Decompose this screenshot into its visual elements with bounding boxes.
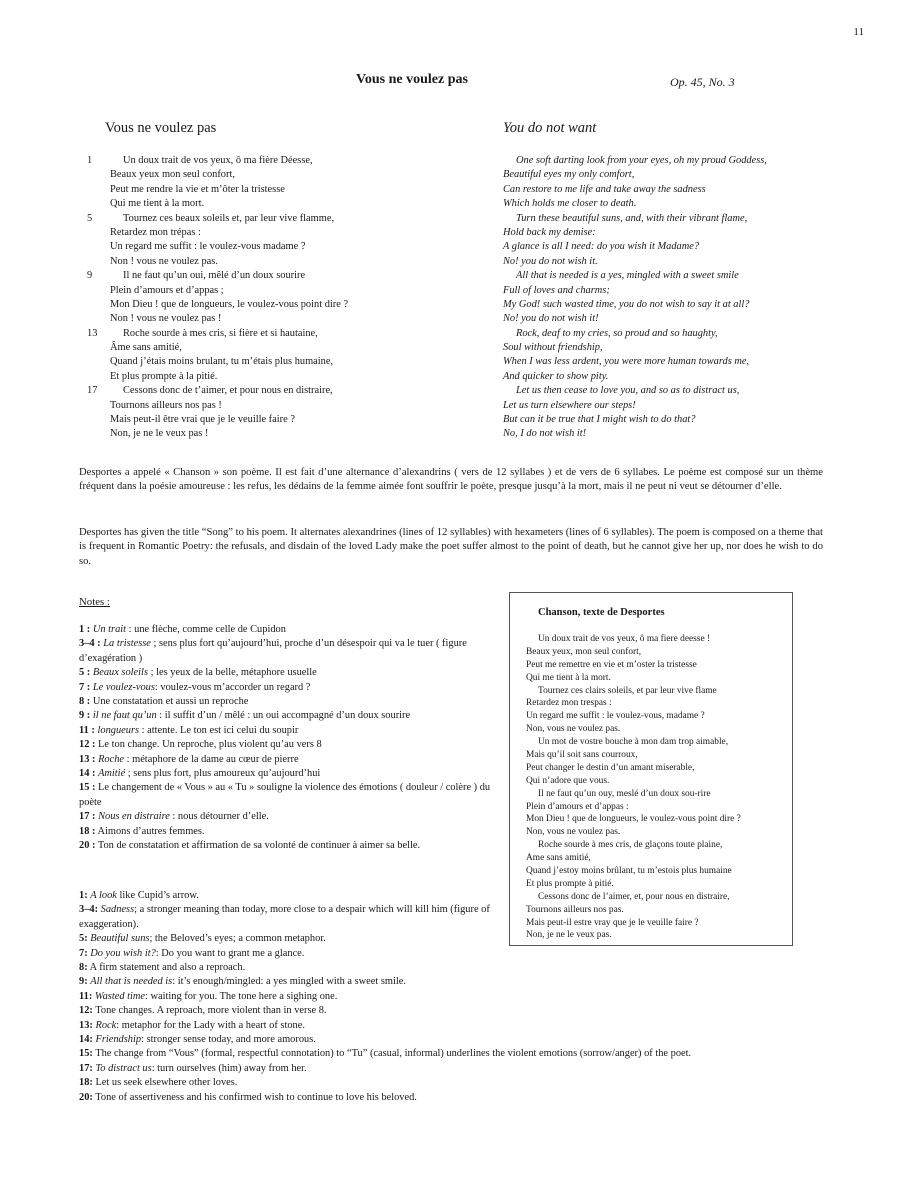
poem-line: Mon Dieu ! que de longueurs, le voulez-vous point dire ? xyxy=(110,298,349,310)
poem-line: Âme sans amitié, xyxy=(110,342,182,354)
note-item: 13 : Roche : métaphore de la dame au cœur de pierre xyxy=(79,753,299,765)
poem-line: Let us then cease to love you, and so as to distract us, xyxy=(516,385,740,397)
poem-line: Il ne faut qu’un ouy, meslé d’un doux sou-rire xyxy=(538,788,711,799)
note-item: 14: Friendship: stronger sense today, and more amorous. xyxy=(79,1034,316,1046)
note-item: 8 : Une constatation et aussi un reproche xyxy=(79,696,249,708)
note-item: 12 : Le ton change. Un reproche, plus violent qu’au vers 8 xyxy=(79,739,322,751)
poem-line: Tournez ces beaux soleils et, par leur vive flamme, xyxy=(123,212,335,224)
poem-line: Tournez ces clairs soleils, et par leur vive flame xyxy=(538,685,717,696)
poem-line: Soul without friendship, xyxy=(503,342,603,354)
poem-line: Mon Dieu ! que de longueurs, le voulez-vous point dire ? xyxy=(526,814,741,825)
poem-line: Qui me tient à la mort. xyxy=(110,198,205,210)
poem-line: Tournons ailleurs nos pas ! xyxy=(110,399,222,411)
note-item: 5: Beautiful suns; the Beloved’s eyes; a common metaphor. xyxy=(79,933,326,945)
note-item: 15: The change from “Vous” (formal, respectful connotation) to “Tu” (casual, informal) underlines the violent emotions (sorrow/anger) of the poet. xyxy=(79,1048,692,1060)
opus-number: Op. 45, No. 3 xyxy=(670,75,735,89)
poem-line: All that is needed is a yes, mingled with a sweet smile xyxy=(516,270,739,282)
poem-line: Et plus prompte à pitié. xyxy=(526,878,614,889)
verse-number: 13 xyxy=(87,327,98,339)
notes-english xyxy=(79,889,824,1105)
poem-line: Non ! vous ne voulez pas. xyxy=(110,255,218,267)
note-item: 5 : Beaux soleils ; les yeux de la belle, métaphore usuelle xyxy=(79,667,317,679)
poem-line: Plein d’amours et d’appas : xyxy=(526,801,629,812)
poem-line: Non, je ne le veux pas. xyxy=(526,930,612,941)
poem-line: One soft darting look from your eyes, oh my proud Goddess, xyxy=(516,155,767,166)
note-item: 1: A look like Cupid’s arrow. xyxy=(79,890,199,901)
note-item: 15 : Le changement de « Vous » au « Tu » souligne la violence des émotions ( douleur / colère ) du poète xyxy=(79,782,491,808)
note-item: 3–4 : La tristesse ; sens plus fort qu’aujourd’hui, proche d’un désespoir qui va le tuer ( figure d’exagération ) xyxy=(79,638,467,664)
poem-line: Beaux yeux, mon seul confort, xyxy=(526,646,642,657)
poem-line: Qui n’adore que vous. xyxy=(526,775,610,786)
poem-line: Un regard me suffit : le voulez-vous madame ? xyxy=(110,241,306,253)
poem-line: Non, je ne le veux pas ! xyxy=(110,428,209,440)
verse-number: 5 xyxy=(87,212,93,224)
poem-line: Cessons donc de l’aimer, et, pour nous en distraire, xyxy=(538,891,730,902)
note-item: 13: Rock: metaphor for the Lady with a heart of stone. xyxy=(79,1019,305,1031)
poem-line: Quand j’étais moins brulant, tu m’étais plus humaine, xyxy=(110,356,334,368)
english-heading: You do not want xyxy=(503,120,597,136)
original-text-title: Chanson, texte de Desportes xyxy=(538,607,665,618)
poem-line: Mais peut-il estre vray que je le veuille faire ? xyxy=(526,917,699,928)
poem-line: Hold back my demise: xyxy=(503,226,596,238)
verse-number: 1 xyxy=(87,155,93,166)
note-item: 9: All that is needed is: it’s enough/mingled: a yes mingled with a sweet smile. xyxy=(79,976,406,988)
poem-line: Et plus prompte à la pitié. xyxy=(110,370,218,382)
note-item: 8: A firm statement and also a reproach. xyxy=(79,962,246,974)
note-item: 17: To distract us: turn ourselves (him) away from her. xyxy=(79,1062,307,1074)
poem-line: No! you do not wish it! xyxy=(503,313,599,325)
poem-line: Roche sourde à mes cris, si fière et si hautaine, xyxy=(123,327,318,339)
poem-line: Tournons ailleurs nos pas. xyxy=(526,904,624,915)
note-item: 1 : Un trait : une flèche, comme celle de Cupidon xyxy=(79,624,286,635)
poem-line: But can it be true that I might wish to do that? xyxy=(503,414,696,426)
poem-line: Can restore to me life and take away the sadness xyxy=(503,183,706,195)
song-title: Vous ne voulez pas xyxy=(356,72,468,87)
verse-number: 17 xyxy=(87,385,98,397)
verse-numbers xyxy=(87,154,97,399)
french-heading: Vous ne voulez pas xyxy=(105,120,217,136)
note-item: 11: Wasted time: waiting for you. The tone here a sighing one. xyxy=(79,990,338,1002)
poem-line: Un regard me suffit : le voulez-vous, madame ? xyxy=(526,711,705,722)
english-poem xyxy=(503,154,767,442)
commentary-english: Desportes has given the title “Song” to his poem. It alternates alexandrines (lines of 12 syllables) with hexameters (lines of 6 syllables). The poem is composed on a theme that is frequent in Romantic Poetry: the refusals, and disdain of the loved Lady make the poet suffer almost to the point of death, but he cannot give her up, nor does he wish to do so. xyxy=(79,527,823,567)
note-item: 9 : il ne faut qu’un : il suffit d’un / mêlé : un oui accompagné d’un doux sourire xyxy=(79,710,411,722)
poem-line: Beaux yeux mon seul confort, xyxy=(110,169,235,181)
verse-number: 9 xyxy=(87,270,93,282)
french-poem xyxy=(110,154,348,442)
note-item: 14 : Amitié ; sens plus fort, plus amoureux qu’aujourd’hui xyxy=(79,768,321,780)
poem-line: And quicker to show pity. xyxy=(503,370,609,382)
note-item: 17 : Nous en distraire : nous détourner d’elle. xyxy=(79,811,269,823)
note-item: 7 : Le voulez-vous: voulez-vous m’accorder un regard ? xyxy=(79,681,311,693)
poem-line: Un doux trait de vos yeux, ô ma fière Déesse, xyxy=(123,155,313,166)
poem-line: Retardez mon trespas : xyxy=(526,698,612,709)
poem-line: When I was less ardent, you were more human towards me, xyxy=(503,356,750,368)
poem-line: Peut me remettre en vie et m’oster la tristesse xyxy=(526,659,697,670)
note-item: 12: Tone changes. A reproach, more violent than in verse 8. xyxy=(79,1005,327,1017)
notes-french xyxy=(79,623,499,854)
poem-line: No, I do not wish it! xyxy=(503,428,587,440)
note-item: 11 : longueurs : attente. Le ton est ici celui du soupir xyxy=(79,724,299,736)
poem-line: Mais qu’il soit sans courroux, xyxy=(526,750,638,761)
note-item: 18 : Aimons d’autres femmes. xyxy=(79,825,205,837)
notes-heading: Notes : xyxy=(79,596,110,608)
poem-line: Turn these beautiful suns, and, with their vibrant flame, xyxy=(516,212,748,224)
commentary-french: Desportes a appelé « Chanson » son poème. Il est fait d’une alternance d’alexandrins ( vers de 12 syllabes ) et de vers de 6 syllabes. Le poème est composé sur un thème fréquent dans la poésie amoureuse : les refus, les dédains de la femme aimée font souffrir le poète, presque jusqu’à la mort, mais il ne peut ni veut se détourner d’elle. xyxy=(79,467,823,493)
poem-line: Non ! vous ne voulez pas ! xyxy=(110,313,222,325)
poem-line: Qui me tient à la mort. xyxy=(526,672,611,683)
poem-line: Beautiful eyes my only comfort, xyxy=(503,169,635,181)
poem-line: Mais peut-il être vrai que je le veuille faire ? xyxy=(110,414,295,426)
note-item: 3–4: Sadness; a stronger meaning than today, more close to a despair which will kill him (figure of exaggeration). xyxy=(79,904,490,930)
poem-line: Plein d’amours et d’appas ; xyxy=(110,284,224,296)
poem-line: Let us turn elsewhere our steps! xyxy=(503,399,636,411)
poem-line: A glance is all I need: do you wish it Madame? xyxy=(503,241,700,253)
poem-line: Peut me rendre la vie et m’ôter la tristesse xyxy=(110,183,285,195)
note-item: 20: Tone of assertiveness and his confirmed wish to continue to love his beloved. xyxy=(79,1091,417,1103)
poem-line: Rock, deaf to my cries, so proud and so haughty, xyxy=(516,327,718,339)
note-item: 7: Do you wish it?: Do you want to grant me a glance. xyxy=(79,947,305,959)
poem-line: Non, vous ne voulez pas. xyxy=(526,724,621,735)
poem-line: Retardez mon trépas : xyxy=(110,226,201,238)
poem-line: Quand j’estoy moins brûlant, tu m’estois plus humaine xyxy=(526,866,732,877)
poem-line: Cessons donc de t’aimer, et pour nous en distraire, xyxy=(123,385,333,397)
poem-line: My God! such wasted time, you do not wish to say it at all? xyxy=(503,298,750,310)
poem-line: Un mot de vostre bouche à mon dam trop aimable, xyxy=(538,737,729,748)
poem-line: Il ne faut qu’un oui, mêlé d’un doux sourire xyxy=(123,270,306,282)
poem-line: Peut changer le destin d’un amant miserable, xyxy=(526,762,695,773)
note-item: 18: Let us seek elsewhere other loves. xyxy=(79,1077,238,1089)
poem-line: Ame sans amitié, xyxy=(526,853,591,864)
note-item: 20 : Ton de constatation et affirmation de sa volonté de continuer à aimer sa belle. xyxy=(79,840,421,852)
poem-line: Roche sourde à mes cris, de glaçons toute plaine, xyxy=(538,840,723,851)
poem-line: Which holds me closer to death. xyxy=(503,198,637,210)
poem-line: No! you do not wish it. xyxy=(503,255,598,267)
page-number: 11 xyxy=(853,26,864,38)
poem-line: Full of loves and charms; xyxy=(503,284,610,296)
poem-line: Un doux trait de vos yeux, ô ma fiere deesse ! xyxy=(538,634,711,644)
poem-line: Non, vous ne voulez pas. xyxy=(526,827,621,838)
